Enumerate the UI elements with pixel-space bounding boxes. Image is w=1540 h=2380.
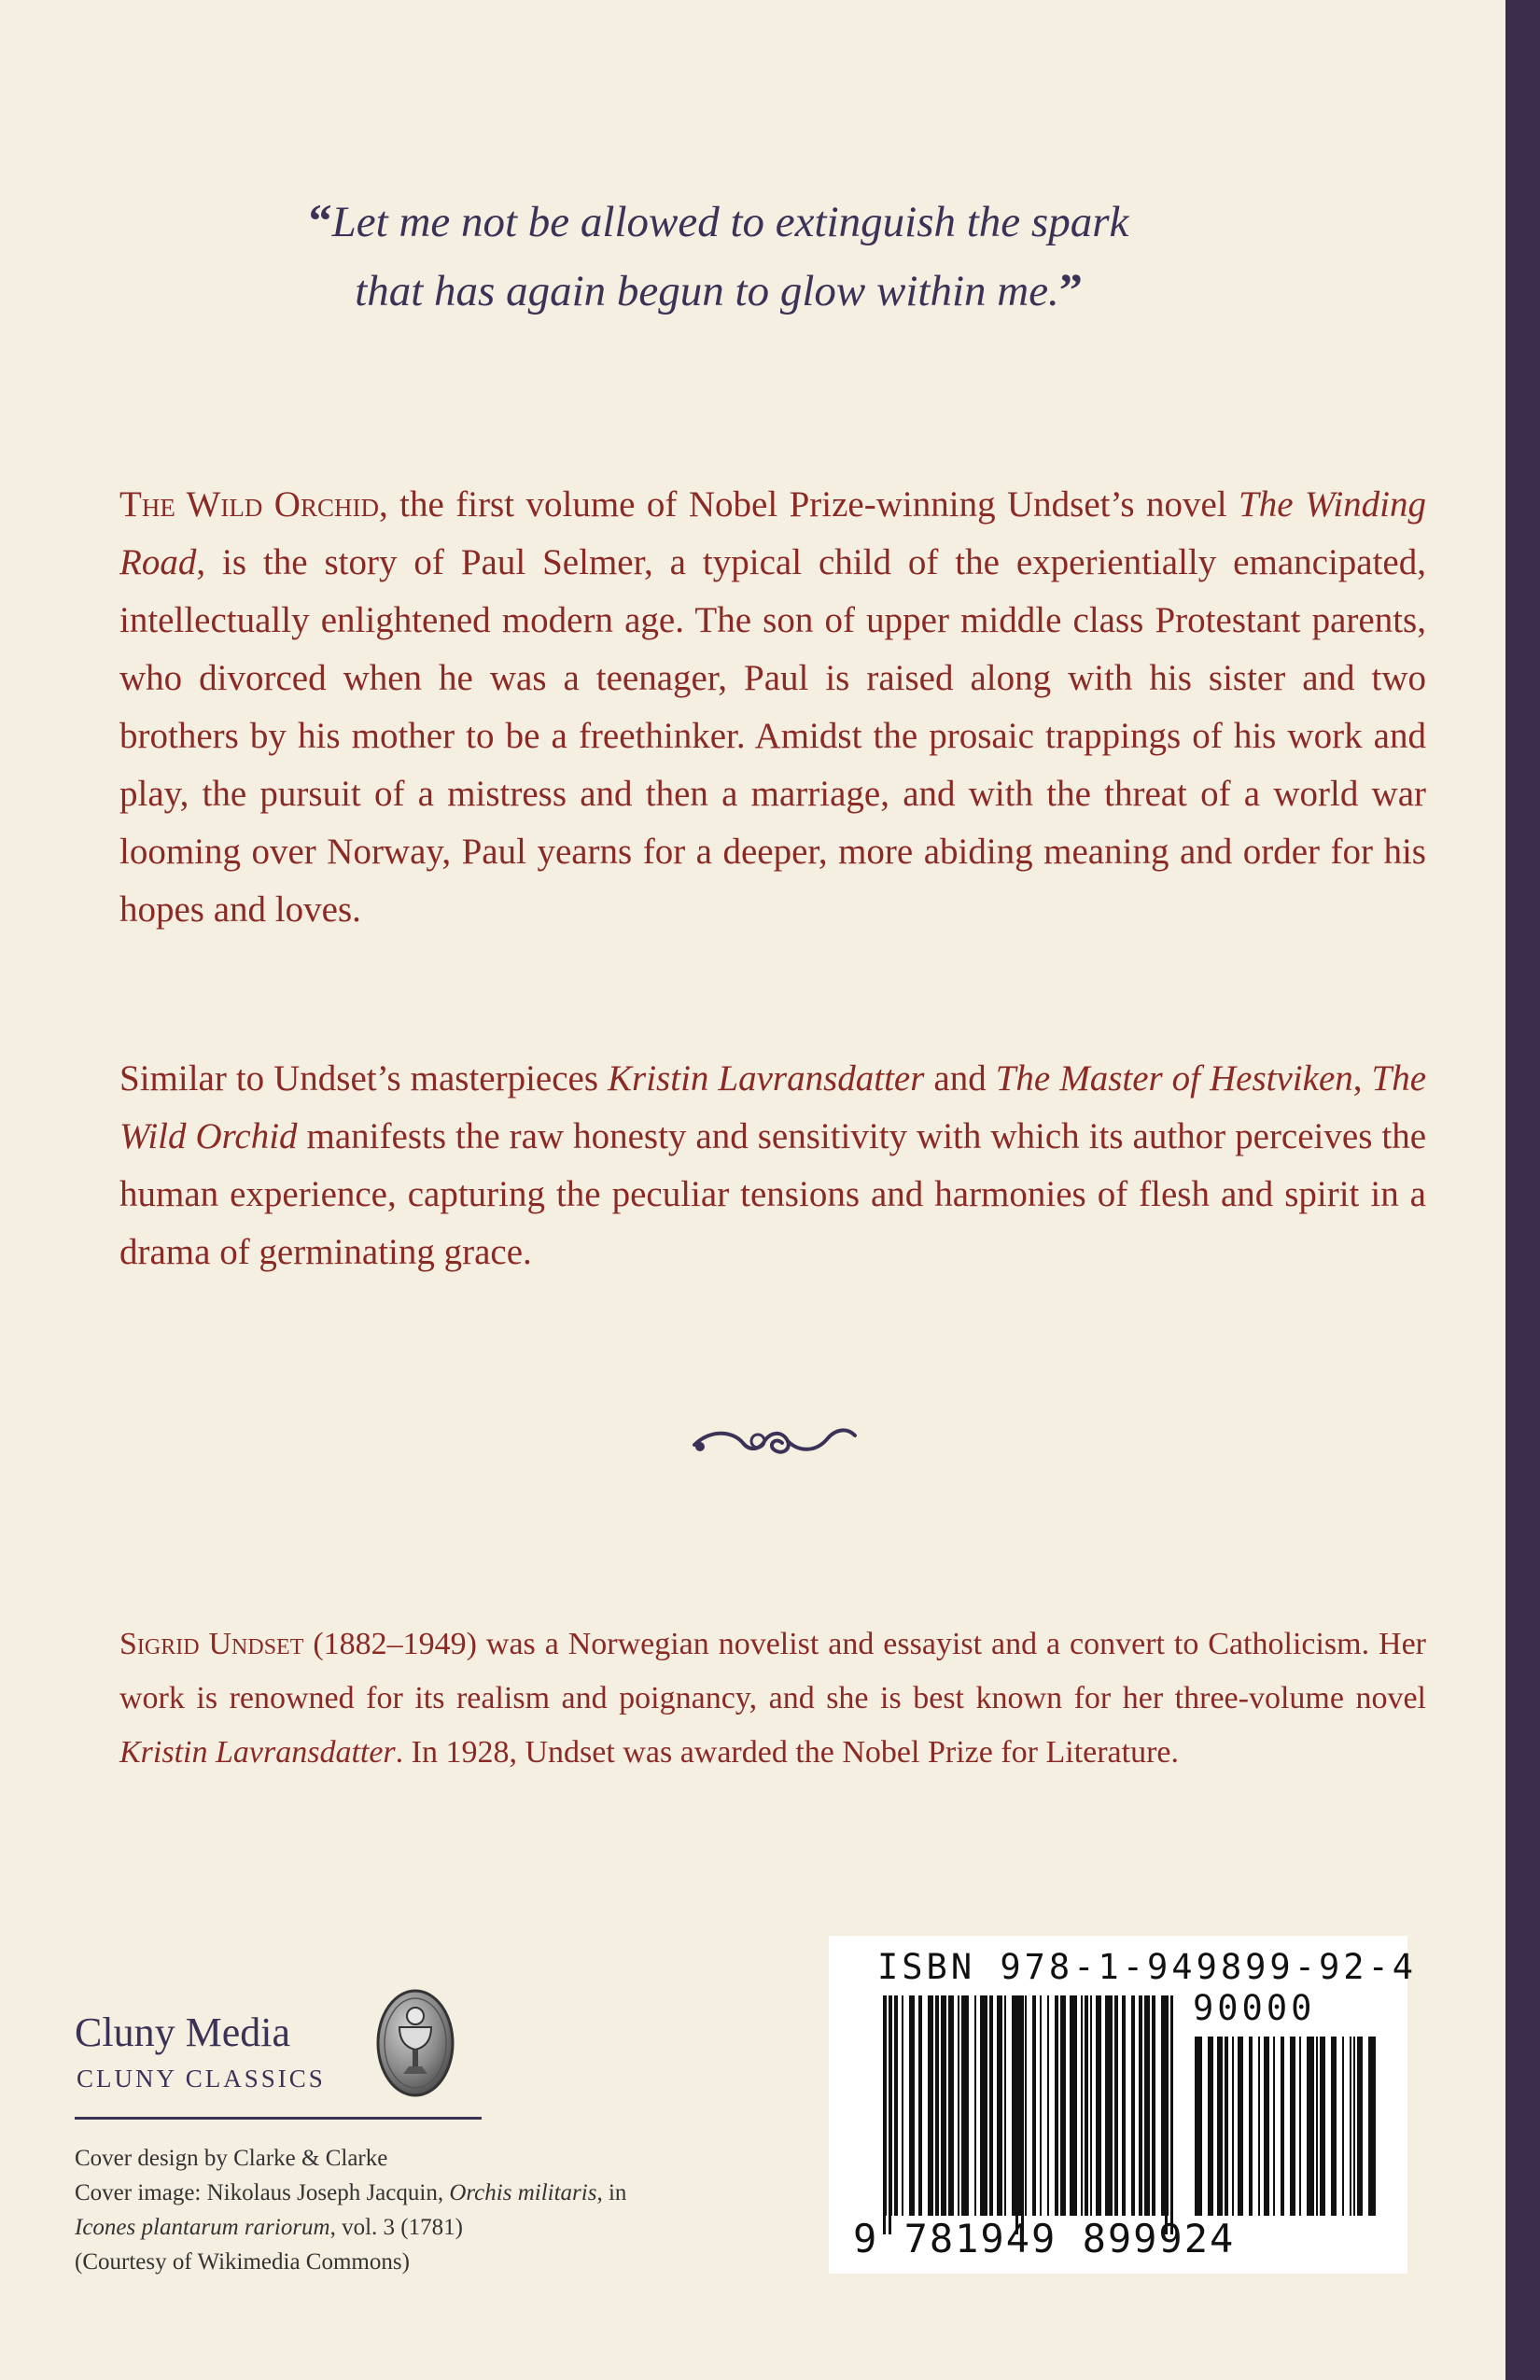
pull-quote xyxy=(168,187,1269,325)
credit-line-2 xyxy=(75,2176,627,2210)
close-quote-mark: ” xyxy=(1058,263,1083,315)
quote-line-1-text: Let me not be allowed to extinguish the spark xyxy=(331,198,1129,246)
p2-text-a: Similar to Undset’s masterpieces xyxy=(119,1058,609,1099)
p1-text-a: , the first volume of Nobel Prize-winning Undset’s novel xyxy=(378,484,1239,525)
price-code: 90000 xyxy=(1193,1988,1316,2028)
isbn-label: ISBN 978-1-949899-92-4 xyxy=(877,1947,1418,1987)
author-name-small-caps: Sigrid Undset xyxy=(119,1627,304,1661)
book-title-small-caps: The Wild Orchid xyxy=(119,484,379,525)
credit-line-1: Cover design by Clarke & Clarke xyxy=(75,2146,388,2171)
credit-line-3-b: , vol. 3 (1781) xyxy=(329,2215,463,2240)
p2-italic-1: Kristin Lavransdatter xyxy=(608,1058,925,1099)
barcode-panel xyxy=(829,1936,1418,2274)
publisher-series: CLUNY CLASSICS xyxy=(77,2065,326,2093)
bio-text-a: (1882–1949) was a Norwegian novelist and essayist and a convert to Catholicism. Her work is renowned for its realism and poignancy, and she is best known for her three-volume novel xyxy=(119,1627,1427,1715)
bio-text-b: . In 1928, Undset was awarded the Nobel Prize for Literature. xyxy=(395,1735,1179,1770)
publisher-rule-divider xyxy=(75,2117,482,2120)
quote-line-2 xyxy=(168,256,1269,325)
credit-line-2-b: , in xyxy=(596,2180,627,2205)
flourish-ornament-icon xyxy=(691,1421,859,1463)
credit-line-3-italic: Icones plantarum rariorum xyxy=(75,2215,330,2240)
p2-italic-2: The Master of Hestviken xyxy=(995,1058,1353,1099)
p1-text-b: , is the story of Paul Selmer, a typical child of the experientially emancipated, intellectually enlightened modern age. The son of upper middle class Protestant parents, who divorced when he was a teenager, Paul is raised along with his sister and two brothers by his mother to be a freethinker. Amidst the prosaic trappings of his work and play, the pursuit of a mistress and then a marriage, and with the threat of a world war looming over Norway, Paul yearns for a deeper, more abiding meaning and order for his hopes and loves. xyxy=(119,542,1426,930)
chalice-seal-icon xyxy=(375,1988,455,2098)
author-bio xyxy=(119,1617,1426,1780)
quote-line-1 xyxy=(168,187,1269,256)
p2-text-c: , xyxy=(1352,1058,1372,1099)
credit-line-2-a: Cover image: Nikolaus Joseph Jacquin, xyxy=(75,2180,450,2205)
credit-line-3 xyxy=(75,2210,597,2245)
p1-italic-title: The Winding Road xyxy=(119,484,1426,582)
description-paragraph-2 xyxy=(119,1050,1426,1281)
quote-line-2-text: that has again begun to glow within me. xyxy=(355,267,1059,315)
credit-line-2-italic: Orchis militaris xyxy=(449,2180,597,2205)
cover-credits xyxy=(75,2141,627,2279)
p2-italic-3: The Wild Orchid xyxy=(119,1058,1427,1156)
p2-text-b: and xyxy=(924,1058,996,1099)
publisher-name: Cluny Media xyxy=(75,2009,290,2055)
p2-text-d: manifests the raw honesty and sensitivity with which its author perceives the human experience, capturing the peculiar tensions and harmonies of flesh and spirit in a drama of germinating grace. xyxy=(119,1116,1427,1272)
description-paragraph-1 xyxy=(119,476,1426,939)
ean-digits: 9 781949 899924 xyxy=(853,2216,1236,2261)
bio-italic-title: Kristin Lavransdatter xyxy=(119,1735,396,1770)
book-spine-edge xyxy=(1505,0,1540,2380)
open-quote-mark: “ xyxy=(308,194,332,246)
credit-line-4: (Courtesy of Wikimedia Commons) xyxy=(75,2249,410,2275)
